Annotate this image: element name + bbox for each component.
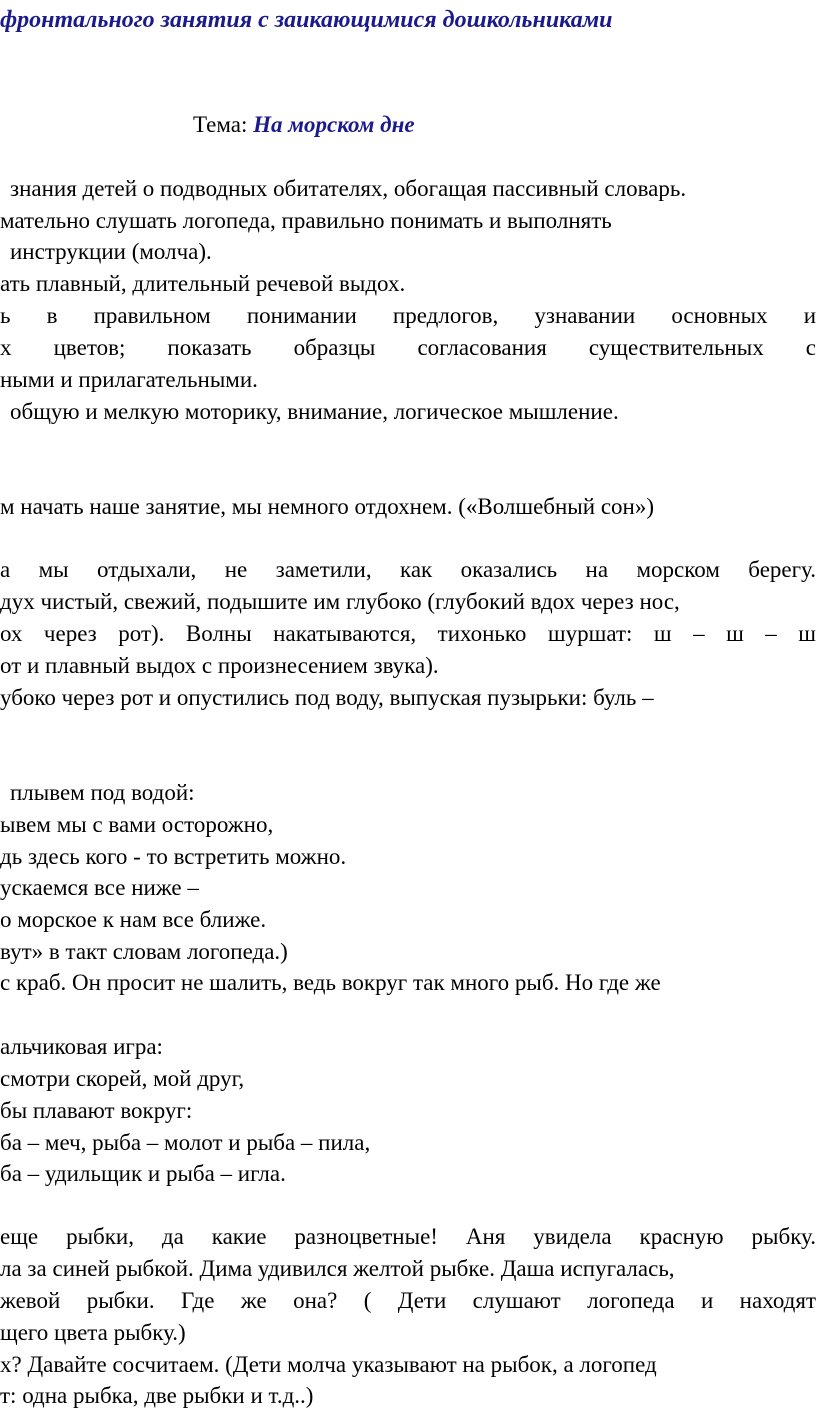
text-line: альчиковая игра: [0,1034,163,1059]
topic-value: На морском дне [253,112,415,137]
text-line: а мы отдыхали, не заметили, как оказались на морском берегу. [0,557,816,582]
text-line: знания детей о подводных обитателях, обогащая пассивный словарь. [10,176,687,201]
text-line: ба – удильщик и рыба – игла. [0,1161,286,1186]
text-line: ными и прилагательными. [0,367,258,392]
document-heading: фронтального занятия с заикающимися дошкольниками [0,7,613,33]
text-line: х? Давайте сосчитаем. (Дети молча указывают на рыбок, а логопед [0,1352,657,1377]
text-line: еще рыбки, да какие разноцветные! Аня увидела красную рыбку. [0,1224,816,1249]
text-line: ох через рот). Волны накатываются, тихонько шуршат: ш – ш – ш [0,621,816,646]
text-line: от и плавный выдох с произнесением звука). [0,653,439,678]
text-line: с краб. Он просит не шалить, ведь вокруг так много рыб. Но где же [0,970,661,995]
text-line: о морское к нам все ближе. [0,907,267,932]
text-line: вут» в такт словам логопеда.) [0,939,288,964]
text-line: убоко через рот и опустились под воду, выпуская пузырьки: буль – [0,685,654,710]
text-line: ь в правильном понимании предлогов, узнавании основных и [0,303,816,328]
text-line: ла за синей рыбкой. Дима удивился желтой рыбке. Даша испугалась, [0,1256,675,1281]
text-line: жевой рыбки. Где же она? ( Дети слушают логопеда и находят [0,1288,816,1313]
text-line: инструкции (молча). [10,239,212,264]
text-line: дух чистый, свежий, подышите им глубоко (глубокий вдох через нос, [0,589,680,614]
text-line: ать плавный, длительный речевой выдох. [0,271,406,296]
text-line: щего цвета рыбку.) [0,1320,186,1345]
text-line: т: одна рыбка, две рыбки и т.д..) [0,1383,314,1408]
topic-line [193,110,415,140]
text-line: бы плавают вокруг: [0,1098,193,1123]
text-line: мательно слушать логопеда, правильно понимать и выполнять [0,208,612,233]
text-line: х цветов; показать образцы согласования существительных с [0,335,816,360]
text-line: смотри скорей, мой друг, [0,1066,245,1091]
text-line: плывем под водой: [10,780,195,805]
text-line: дь здесь кого - то встретить можно. [0,844,347,869]
text-line: общую и мелкую моторику, внимание, логическое мышление. [10,399,619,424]
text-line: ба – меч, рыба – молот и рыба – пила, [0,1130,371,1155]
topic-label: Тема: [193,112,248,137]
text-line: м начать наше занятие, мы немного отдохнем. («Волшебный сон») [0,494,654,519]
text-line: ускаемся все ниже – [0,875,199,900]
text-line: ывем мы с вами осторожно, [0,812,274,837]
